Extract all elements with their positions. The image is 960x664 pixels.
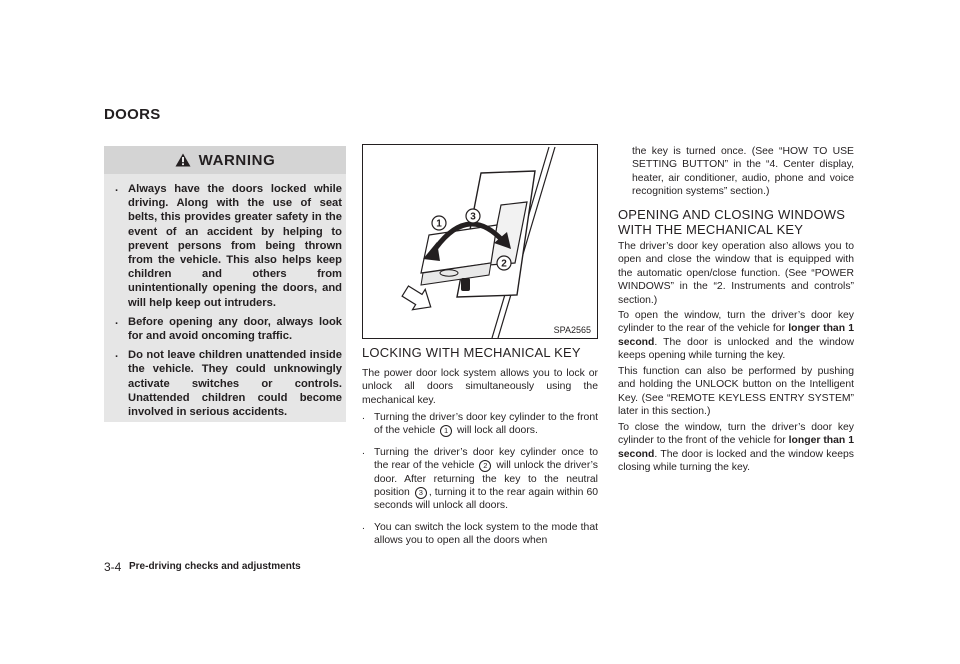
warning-item: . Before opening any door, always look for and avoid oncoming traffic. bbox=[112, 315, 342, 343]
warning-box bbox=[104, 146, 346, 422]
figure-callout-3: 3 bbox=[470, 211, 476, 223]
warning-item: . Do not leave children unattended inside the vehicle. They could unknowingly activate switches or controls. Unattended children could become involved in serious accidents. bbox=[112, 348, 342, 419]
section-title: DOORS bbox=[104, 106, 161, 123]
callout-3-ref: 3 bbox=[415, 487, 427, 499]
callout-2-ref: 2 bbox=[479, 460, 491, 472]
locking-bullet: . You can switch the lock system to the mode that allows you to open all the doors when bbox=[362, 520, 598, 547]
warning-title: WARNING bbox=[198, 151, 276, 169]
locking-bullet: . Turning the driver’s door key cylinder to the front of the vehicle 1 will lock all doors. bbox=[362, 411, 598, 437]
windows-para-2: To open the window, turn the driver’s door key cylinder to the rear of the vehicle for longer than 1 second. The door is unlocked and the window keeps opening while turning the key. bbox=[618, 310, 854, 362]
locking-continued: the key is turned once. (See “HOW TO USE SETTING BUTTON” in the “4. Center display, heater, air conditioner, audio, phone and voice recognition systems” section.) bbox=[632, 146, 854, 198]
windows-para-3: This function can also be performed by pushing and holding the UNLOCK button on the Intelligent Key. (See “REMOTE KEYLESS ENTRY SYSTEM” later in this section.) bbox=[618, 366, 854, 418]
windows-para-4: To close the window, turn the driver’s door key cylinder to the front of the vehicle for longer than 1 second. The door is locked and the window keeps closing while turning the key. bbox=[618, 422, 854, 474]
locking-intro: The power door lock system allows you to lock or unlock all doors simultaneously using the mechanical key. bbox=[362, 368, 598, 406]
figure-code: SPA2565 bbox=[553, 325, 591, 335]
warning-list bbox=[112, 182, 342, 424]
door-key-figure bbox=[362, 144, 598, 339]
windows-title: OPENING AND CLOSING WINDOWS WITH THE MECHANICAL KEY bbox=[618, 207, 846, 237]
door-key-illustration bbox=[363, 145, 597, 338]
figure-callout-2: 2 bbox=[501, 258, 507, 270]
callout-1-ref: 1 bbox=[440, 425, 452, 437]
warning-item: . Always have the doors locked while driving. Along with the use of seat belts, this provides greater safety in the event of an accident by helping to prevent persons from being thrown from the vehicle. This also helps keep children and others from unintentionally opening the doors, and will help keep out intruders. bbox=[112, 182, 342, 310]
chapter-title: Pre-driving checks and adjustments bbox=[129, 561, 301, 572]
locking-bullet: . Turning the driver’s door key cylinder once to the rear of the vehicle 2 will unlock the driver’s door. After returning the key to the neutral position 3 , turning it to the rear again within 60 seconds will unlock all doors. bbox=[362, 445, 598, 512]
warning-header bbox=[104, 146, 346, 174]
warning-triangle-icon bbox=[175, 153, 191, 167]
page-number: 3-4 bbox=[104, 560, 122, 574]
figure-callout-1: 1 bbox=[436, 218, 442, 230]
locking-title: LOCKING WITH MECHANICAL KEY bbox=[362, 345, 581, 360]
windows-para-1: The driver’s door key operation also allows you to open and close the window that is equipped with the automatic open/close function. (See “POWER WINDOWS” in the “2. Instruments and controls” section.) bbox=[618, 241, 854, 306]
locking-bullets bbox=[362, 411, 598, 556]
